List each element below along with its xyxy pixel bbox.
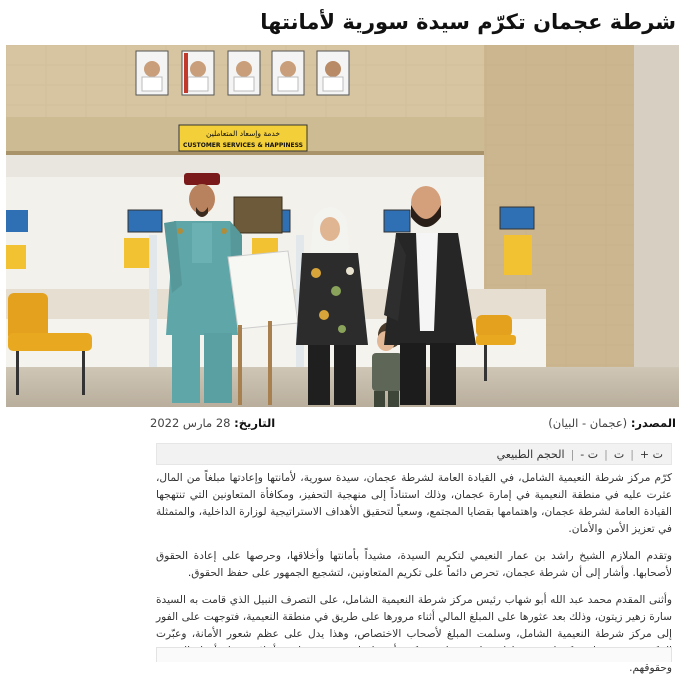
article-meta (150, 412, 676, 434)
separator: | (604, 447, 608, 461)
separator: | (630, 447, 634, 461)
sign-english-text: CUSTOMER SERVICES & HAPPINESS (183, 142, 303, 149)
source-line (548, 416, 676, 430)
source-value: (عجمان - البيان) (548, 416, 628, 430)
article-headline: شرطة عجمان تكرّم سيدة سورية لأمانتها (260, 10, 676, 34)
source-label: المصدر: (630, 416, 676, 430)
article-paragraph: وتقدم الملازم الشيخ راشد بن عمار النعيمي لتكريم السيدة، مشيداً بأمانتها وأخلاقها، وحرصها على إعادة الحقوق لأصحابها. وأشار إلى أن شرطة عجمان، تحرص دائماً على تكريم المتعاونين، لتشجيع الجمهور على حفظ الحقوق. (156, 550, 672, 579)
article-photo (6, 45, 679, 407)
font-natural-size-button[interactable]: الحجم الطبيعي (496, 447, 565, 461)
date-line (150, 416, 275, 430)
article-paragraph: وأثنى المقدم محمد عبد الله أبو شهاب رئيس مركز شرطة النعيمية الشامل، على التصرف النبيل الذي قامت به السيدة سارة زهير زيتون، وذلك بعد عثورها على المبلغ المالي أثناء مرورها على طريق في منطقة النعيمية، فتوجهت على الفور إلى مركز شرطة النعيمية الشامل، وسلمت المبلغ لأصحاب الاختصاص، وهذا يدل على عظم شعور الأمانة، وعبّرت وحقوقهم. (156, 594, 672, 674)
font-reset-button[interactable]: ت (613, 447, 625, 461)
font-increase-button[interactable]: ت + (639, 447, 663, 461)
sign-arabic-text: خدمة وإسعاد المتعاملين (206, 129, 280, 138)
portrait-frames (136, 51, 349, 95)
date-value: 28 مارس 2022 (150, 416, 231, 430)
date-label: التاريخ: (234, 416, 276, 430)
separator: | (570, 447, 575, 461)
font-size-toolbar (156, 443, 672, 465)
article-paragraph: كرّم مركز شرطة النعيمية الشامل، في القيادة العامة لشرطة عجمان، سيدة سورية، لأمانتها وإعادتها مبلغاً من المال، عثرت عليه في منطقة النعيمية في إمارة عجمان، وذلك استناداً إلى منهجية التحفيز، ومكافأة المتعاونين التي تنتهجها القيادة العامة لشرطة عجمان، واهتمامها بقضايا المجتمع، وسعياً لتحقيق الأهداف الاستراتيجية لوزارة الداخلية، والمتمثلة في تعزيز الأمن والأمان. (156, 472, 672, 535)
font-decrease-button[interactable]: ت - (580, 447, 599, 461)
